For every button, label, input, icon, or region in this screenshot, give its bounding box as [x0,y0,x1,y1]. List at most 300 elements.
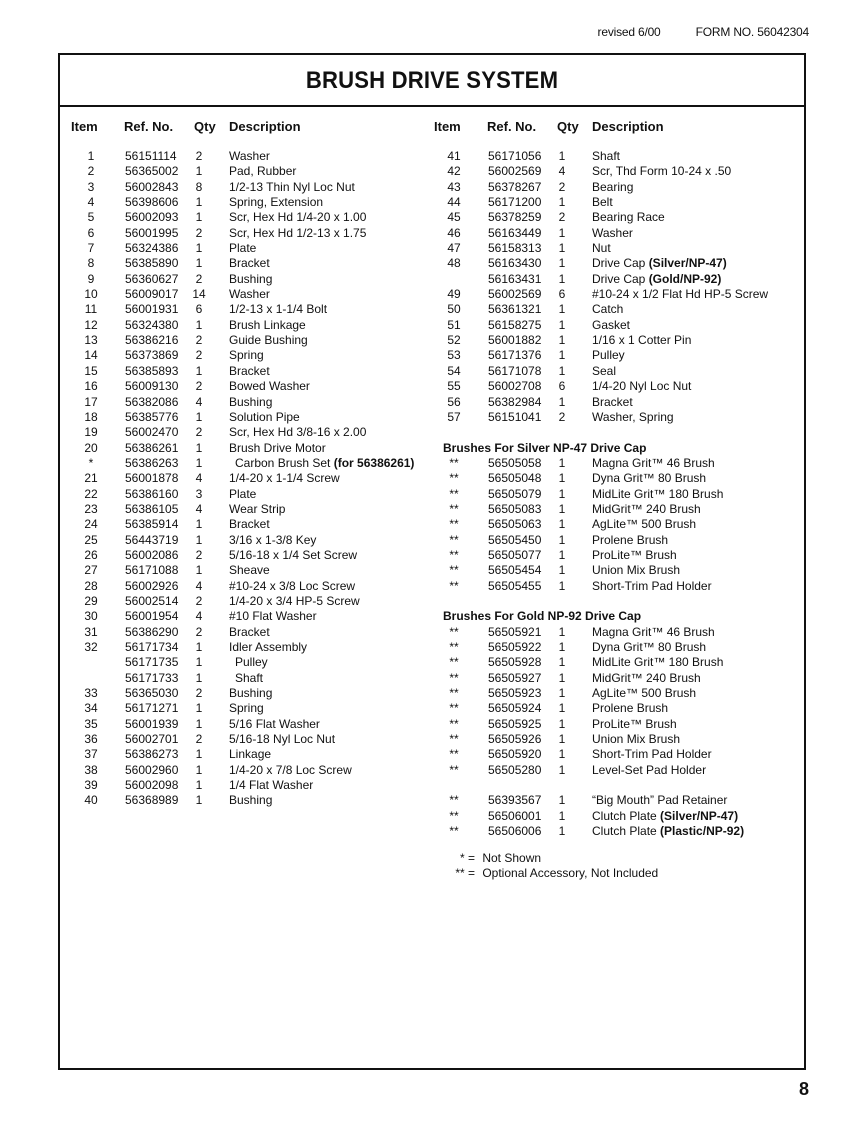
ref-number: 56163431 [488,271,542,286]
item-number: 23 [84,501,98,516]
item-number: 13 [84,333,98,348]
quantity: 3 [195,486,203,501]
col-desc: Description [229,119,301,134]
ref-number: 56368989 [125,793,179,808]
description-text: ProLite™ Brush [592,547,677,562]
ref-number: 56360627 [125,271,179,286]
item-number: 32 [84,640,98,654]
table-row [439,671,789,686]
table-row [439,471,789,486]
description [235,671,263,686]
item-number: ** [449,701,459,716]
item-number: 14 [84,348,98,363]
item-number: 2 [87,164,95,179]
ref-number: 56386216 [125,333,179,348]
table-row [439,793,789,808]
description [229,640,307,655]
quantity: 1 [558,225,566,240]
table-row [439,348,789,363]
quantity: 1 [558,732,566,747]
description-text: Carbon Brush Set [235,455,334,470]
quantity: 1 [558,195,566,210]
quantity: 1 [558,640,566,654]
item-number: ** [449,486,459,501]
table-row [76,410,406,425]
description [229,533,316,548]
description [592,517,696,532]
table-row [439,625,789,640]
description-text: Washer [229,149,270,163]
legend-notes [445,851,658,882]
table-row [439,763,789,778]
description-text: 1/4-20 Nyl Loc Nut [592,379,692,394]
ref-number: 56505058 [488,455,542,470]
table-row [76,487,406,502]
description [229,210,366,225]
quantity: 2 [195,333,203,348]
ref-number: 56163430 [488,256,542,271]
description [235,655,268,670]
ref-number: 56386105 [125,501,179,516]
description-text: Scr, Thd Form 10-24 x .50 [592,164,732,179]
ref-number: 56505927 [488,670,542,685]
table-row [76,272,406,287]
quantity: 2 [195,593,203,608]
parts-list-frame [58,53,806,1070]
description-text: Linkage [229,747,272,762]
description [592,318,630,333]
spacer-row [439,425,789,440]
table-row [76,640,406,655]
description [592,686,696,701]
description-text: 1/16 x 1 Cotter Pin [592,333,692,348]
description [229,348,264,363]
description-text: 5/16 Flat Washer [229,716,320,731]
description-text: Short-Trim Pad Holder [592,747,712,762]
table-row [76,195,406,210]
quantity: 8 [195,179,203,194]
quantity: 1 [558,363,566,378]
description-text: AgLite™ 500 Brush [592,517,697,532]
note-text: Not Shown [482,851,542,865]
item-number: 1 [87,149,95,163]
quantity: 1 [195,670,203,685]
description [229,272,272,287]
note-symbol: ** = [455,866,475,881]
description-text: Spring [229,348,264,363]
description [592,256,727,271]
quantity: 1 [558,762,566,777]
quantity: 1 [195,317,203,332]
quantity: 1 [195,716,203,731]
description-emphasis: (Plastic/NP-92) [660,824,745,839]
description [592,379,691,394]
table-row [76,425,406,440]
table-row [76,379,406,394]
description [235,456,414,471]
table-row [76,210,406,225]
description-text: Union Mix Brush [592,563,681,578]
item-number: 24 [84,517,98,532]
item-number: ** [449,716,459,731]
description-text: Bushing [229,394,273,409]
description [229,793,272,808]
ref-number: 56002960 [125,762,179,777]
description [592,579,712,594]
table-row [76,594,406,609]
description-emphasis: (Gold/NP-92) [648,271,722,286]
quantity: 2 [195,686,203,701]
page-title: BRUSH DRIVE SYSTEM [305,67,559,94]
description [229,287,270,302]
table-row [76,533,406,548]
description [592,655,723,670]
description [229,502,285,517]
description-text: “Big Mouth” Pad Retainer [592,793,728,808]
description-text: 5/16-18 x 1/4 Set Screw [229,547,358,562]
table-row [76,609,406,624]
quantity: 1 [558,824,566,839]
ref-number: 56002569 [488,287,542,302]
form-number: FORM NO. 56042304 [695,25,809,39]
quantity: 4 [558,164,566,179]
ref-number: 56385776 [125,409,179,424]
ref-number: 56398606 [125,195,179,210]
quantity: 1 [195,455,203,470]
description-text: Shaft [235,670,264,685]
description-text: MidGrit™ 240 Brush [592,501,701,516]
description-text: 1/4-20 x 1-1/4 Screw [229,471,340,486]
description [592,717,677,732]
table-row [76,655,406,670]
table-row [439,747,789,762]
table-row [76,241,406,256]
description [229,149,270,164]
spacer-row [439,778,789,793]
description [229,425,366,440]
item-number: ** [449,793,459,808]
quantity: 4 [195,578,203,593]
description-text: 3/16 x 1-3/8 Key [229,532,317,547]
item-number: 9 [87,271,95,286]
item-number: 27 [84,563,98,578]
ref-number: 56506006 [488,824,542,839]
ref-number: 56002569 [488,164,542,179]
description-text: Brush Drive Motor [229,440,326,455]
ref-number: 56151041 [488,409,542,424]
spacer-row [439,594,789,609]
table-row [439,256,789,271]
quantity: 2 [558,210,566,225]
description [229,195,323,210]
item-number: 10 [84,287,98,302]
quantity: 2 [195,348,203,363]
ref-number: 56324380 [125,317,179,332]
quantity: 4 [195,609,203,624]
description [229,180,355,195]
item-number: 35 [84,716,98,731]
quantity: 1 [558,563,566,578]
item-number: 48 [447,256,461,271]
description-text: Gasket [592,317,631,332]
title-divider [60,105,804,107]
ref-number: 56171733 [125,670,179,685]
description [229,747,271,762]
item-number: 47 [447,241,461,256]
item-number: 42 [447,164,461,179]
description [592,471,706,486]
description-text: MidGrit™ 240 Brush [592,670,701,685]
table-row [76,517,406,532]
quantity: 4 [195,501,203,516]
ref-number: 56002098 [125,778,179,793]
description [592,302,623,317]
table-row [76,778,406,793]
description [229,410,300,425]
item-number: ** [449,563,459,578]
page-header [566,25,809,39]
table-row [439,640,789,655]
quantity: 2 [195,732,203,747]
item-number: 39 [84,778,98,793]
table-row [439,287,789,302]
description [229,609,317,624]
description-text: Dyna Grit™ 80 Brush [592,640,707,654]
description-text: #10-24 x 1/2 Flat Hd HP-5 Screw [592,287,769,302]
description-text: Scr, Hex Hd 1/4-20 x 1.00 [229,210,367,225]
description [592,348,625,363]
table-row [439,809,789,824]
description-emphasis: (Silver/NP-47) [648,256,727,271]
description [229,364,270,379]
description-text: Brush Linkage [229,317,306,332]
quantity: 1 [195,517,203,532]
ref-number: 56505922 [488,640,542,654]
table-row [439,180,789,195]
section-heading: Brushes For Silver NP-47 Drive Cap [443,440,647,455]
item-number: 19 [84,425,98,440]
table-row [439,302,789,317]
table-row [76,548,406,563]
description-text: Spring, Extension [229,195,324,210]
table-row [76,579,406,594]
description [592,809,738,824]
description-text: Plate [229,486,257,501]
ref-number: 56385890 [125,256,179,271]
ref-number: 56002926 [125,578,179,593]
description-text: Solution Pipe [229,409,300,424]
description [592,502,701,517]
table-row [76,348,406,363]
description [592,533,668,548]
quantity: 1 [195,210,203,225]
ref-number: 56386261 [125,440,179,455]
item-number: ** [449,455,459,470]
item-number: ** [449,747,459,762]
description-text: Belt [592,195,613,210]
item-number: ** [449,640,459,654]
ref-number: 56505926 [488,732,542,747]
description-text: 1/4 Flat Washer [229,778,314,793]
quantity: 4 [195,471,203,486]
table-row [439,149,789,164]
quantity: 6 [195,302,203,317]
ref-number: 56505921 [488,624,542,639]
quantity: 1 [558,578,566,593]
quantity: 1 [195,563,203,578]
ref-number: 56171735 [125,655,179,670]
col-item: Item [71,119,98,134]
ref-number: 56365002 [125,164,179,179]
description-text: Bracket [229,363,270,378]
table-row [439,533,789,548]
description [229,701,264,716]
table-row [439,379,789,394]
description-text: 5/16-18 Nyl Loc Nut [229,732,336,747]
ref-number: 56171200 [488,195,542,210]
description [229,441,326,456]
table-row [76,471,406,486]
ref-number: 56001878 [125,471,179,486]
ref-number: 56505077 [488,547,542,562]
quantity: 1 [195,793,203,808]
quantity: 1 [558,793,566,808]
description-text: Level-Set Pad Holder [592,762,707,777]
quantity: 4 [195,394,203,409]
ref-number: 56002514 [125,593,179,608]
item-number: 41 [447,149,461,163]
quantity: 1 [195,164,203,179]
ref-number: 56505048 [488,471,542,486]
quantity: 2 [195,624,203,639]
quantity: 1 [558,317,566,332]
table-row [439,272,789,287]
description-text: Bowed Washer [229,379,310,394]
table-row [76,226,406,241]
table-row [76,717,406,732]
description [229,594,360,609]
description [592,195,613,210]
ref-number: 56002093 [125,210,179,225]
description [592,563,680,578]
quantity: 1 [558,624,566,639]
description [229,302,327,317]
ref-number: 56505454 [488,563,542,578]
table-row [439,333,789,348]
quantity: 1 [558,333,566,348]
table-row [439,686,789,701]
table-row [439,717,789,732]
description [229,471,340,486]
table-row [76,256,406,271]
table-row [439,563,789,578]
description [229,517,270,532]
quantity: 1 [195,256,203,271]
ref-number: 56443719 [125,532,179,547]
quantity: 6 [558,379,566,394]
item-number: ** [449,501,459,516]
description-text: Union Mix Brush [592,732,681,747]
ref-number: 56001931 [125,302,179,317]
table-row [439,164,789,179]
ref-number: 56505925 [488,716,542,731]
quantity: 1 [558,256,566,271]
description-text: Catch [592,302,624,317]
description [592,548,677,563]
table-row [439,502,789,517]
description-text: Scr, Hex Hd 1/2-13 x 1.75 [229,225,367,240]
description-text: Bearing [592,179,634,194]
item-number: 12 [84,317,98,332]
ref-number: 56382086 [125,394,179,409]
table-row [76,333,406,348]
quantity: 1 [558,686,566,701]
description-text: 1/2-13 x 1-1/4 Bolt [229,302,328,317]
table-row [439,824,789,839]
table-row [76,164,406,179]
description [592,164,731,179]
ref-number: 56001995 [125,225,179,240]
quantity: 1 [195,409,203,424]
quantity: 1 [195,762,203,777]
description-text: Bushing [229,686,273,701]
description-text: Magna Grit™ 46 Brush [592,624,715,639]
quantity: 1 [558,501,566,516]
ref-number: 56361321 [488,302,542,317]
quantity: 1 [558,394,566,409]
description [229,318,306,333]
item-number: 54 [447,363,461,378]
description-text: Nut [592,241,611,256]
ref-number: 56158275 [488,317,542,332]
description [592,793,727,808]
item-number: * [88,455,94,470]
note-optional [445,866,658,881]
description [592,671,701,686]
ref-number: 56324386 [125,241,179,256]
item-number: 51 [447,317,461,332]
item-number: 31 [84,624,98,639]
table-row [439,579,789,594]
ref-number: 56505079 [488,486,542,501]
ref-number: 56002086 [125,547,179,562]
description-text: Washer [229,287,270,302]
ref-number: 56373869 [125,348,179,363]
table-row [439,701,789,716]
table-row [76,671,406,686]
table-row [439,364,789,379]
item-number: 37 [84,747,98,762]
description-text: Bracket [229,256,270,271]
description-text: Spring [229,701,264,716]
table-row [76,502,406,517]
table-row [76,149,406,164]
page-number: 8 [798,1079,809,1099]
quantity: 1 [558,670,566,685]
ref-number: 56001954 [125,609,179,624]
ref-number: 56378267 [488,179,542,194]
description [592,210,665,225]
description-text: MidLite Grit™ 180 Brush [592,486,724,501]
description [229,579,355,594]
description [229,548,357,563]
quantity: 1 [195,778,203,793]
ref-number: 56002701 [125,732,179,747]
item-number: 25 [84,532,98,547]
col-item: Item [434,119,461,134]
item-number: ** [449,471,459,486]
description-text: Bracket [229,624,270,639]
